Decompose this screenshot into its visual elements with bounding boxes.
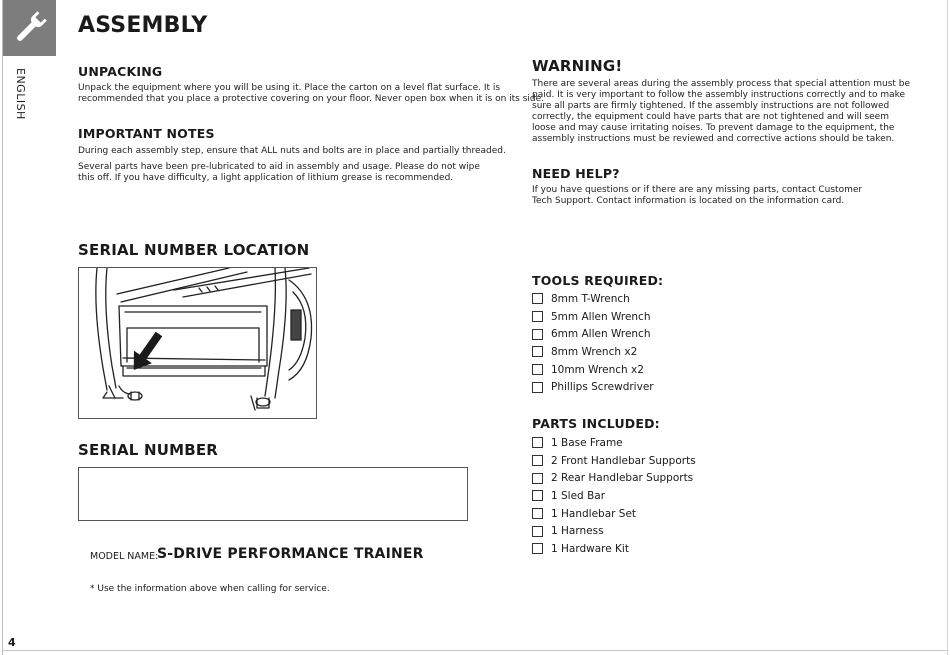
warning-line: assembly instructions must be reviewed and corrective actions should be taken. xyxy=(532,134,895,144)
important-notes-line: Several parts have been pre-lubricated to aid in assembly and usage. Please do not wipe xyxy=(78,162,480,172)
checkbox[interactable] xyxy=(532,346,543,357)
important-notes-para-2 xyxy=(78,162,480,184)
page-bottom-rule xyxy=(2,650,948,651)
model-name-label: MODEL NAME: xyxy=(90,551,159,562)
checkbox[interactable] xyxy=(532,490,543,501)
tool-label: 10mm Wrench x2 xyxy=(551,363,644,376)
tool-label: 5mm Allen Wrench xyxy=(551,310,651,323)
part-label: 1 Handlebar Set xyxy=(551,507,637,520)
page-number: 4 xyxy=(8,636,16,649)
parts-checklist xyxy=(532,434,696,558)
part-label: 2 Front Handlebar Supports xyxy=(551,454,696,467)
warning-heading: WARNING! xyxy=(532,57,623,75)
service-footnote: * Use the information above when calling for service. xyxy=(90,584,330,594)
tool-label: 8mm T-Wrench xyxy=(551,292,630,305)
checkbox[interactable] xyxy=(532,311,543,322)
tool-item xyxy=(532,325,654,343)
warning-line: loose and may cause irritating noises. To prevent damage to the equipment, the xyxy=(532,123,895,133)
tool-item xyxy=(532,361,654,379)
need-help-line: If you have questions or if there are any missing parts, contact Customer xyxy=(532,185,863,195)
page-title: ASSEMBLY xyxy=(78,13,208,38)
checkbox[interactable] xyxy=(532,508,543,519)
serial-location-illustration xyxy=(78,267,317,419)
unpacking-text xyxy=(78,83,544,105)
part-item xyxy=(532,434,696,452)
tools-checklist xyxy=(532,290,654,396)
checkbox[interactable] xyxy=(532,364,543,375)
unpacking-heading: UNPACKING xyxy=(78,64,163,79)
tool-item xyxy=(532,308,654,326)
tool-item xyxy=(532,378,654,396)
part-item xyxy=(532,452,696,470)
warning-line: paid. It is very important to follow the assembly instructions correctly and to make xyxy=(532,90,906,100)
equipment-illustration xyxy=(79,268,316,418)
tools-heading: TOOLS REQUIRED: xyxy=(532,273,664,288)
warning-line: sure all parts are firmly tightened. If the assembly instructions are not followed xyxy=(532,101,890,111)
checkbox[interactable] xyxy=(532,329,543,340)
warning-line: There are several areas during the assembly process that special attention must be xyxy=(532,79,911,89)
part-item xyxy=(532,522,696,540)
part-item xyxy=(532,505,696,523)
checkbox[interactable] xyxy=(532,543,543,554)
page-left-rule xyxy=(2,0,3,655)
need-help-heading: NEED HELP? xyxy=(532,166,620,181)
important-notes-line: this off. If you have difficulty, a light application of lithium grease is recommended. xyxy=(78,173,454,183)
part-label: 2 Rear Handlebar Supports xyxy=(551,472,694,485)
warning-line: correctly, the equipment could have parts that are not tightened and will seem xyxy=(532,112,889,122)
need-help-text xyxy=(532,185,862,207)
part-item xyxy=(532,469,696,487)
unpacking-line: recommended that you place a protective covering on your floor. Never open box when it is on its side. xyxy=(78,94,545,104)
checkbox[interactable] xyxy=(532,455,543,466)
serial-number-field[interactable] xyxy=(78,467,468,521)
checkbox[interactable] xyxy=(532,437,543,448)
wrench-icon xyxy=(11,9,49,47)
tool-item xyxy=(532,343,654,361)
checkbox[interactable] xyxy=(532,473,543,484)
checkbox[interactable] xyxy=(532,526,543,537)
tool-label: 8mm Wrench x2 xyxy=(551,345,638,358)
tool-item xyxy=(532,290,654,308)
part-item xyxy=(532,487,696,505)
part-label: 1 Base Frame xyxy=(551,436,623,449)
model-name-value: S-DRIVE PERFORMANCE TRAINER xyxy=(157,546,424,562)
unpacking-line: Unpack the equipment where you will be using it. Place the carton on a level flat surface. It is xyxy=(78,83,501,93)
important-notes-heading: IMPORTANT NOTES xyxy=(78,126,215,141)
language-label: ENGLISH xyxy=(14,68,27,120)
part-label: 1 Sled Bar xyxy=(551,489,606,502)
need-help-line: Tech Support. Contact information is located on the information card. xyxy=(532,196,845,206)
serial-location-heading: SERIAL NUMBER LOCATION xyxy=(78,241,310,259)
tool-label: 6mm Allen Wrench xyxy=(551,328,651,341)
serial-number-heading: SERIAL NUMBER xyxy=(78,441,219,459)
part-item xyxy=(532,540,696,558)
part-label: 1 Hardware Kit xyxy=(551,542,629,555)
parts-heading: PARTS INCLUDED: xyxy=(532,416,660,431)
page-right-rule xyxy=(947,0,948,655)
checkbox[interactable] xyxy=(532,293,543,304)
tool-label: Phillips Screwdriver xyxy=(551,381,654,394)
part-label: 1 Harness xyxy=(551,525,604,538)
section-icon-tab xyxy=(3,0,56,56)
checkbox[interactable] xyxy=(532,382,543,393)
important-notes-para-1: During each assembly step, ensure that ALL nuts and bolts are in place and partially threaded. xyxy=(78,146,506,156)
warning-text xyxy=(532,79,910,145)
